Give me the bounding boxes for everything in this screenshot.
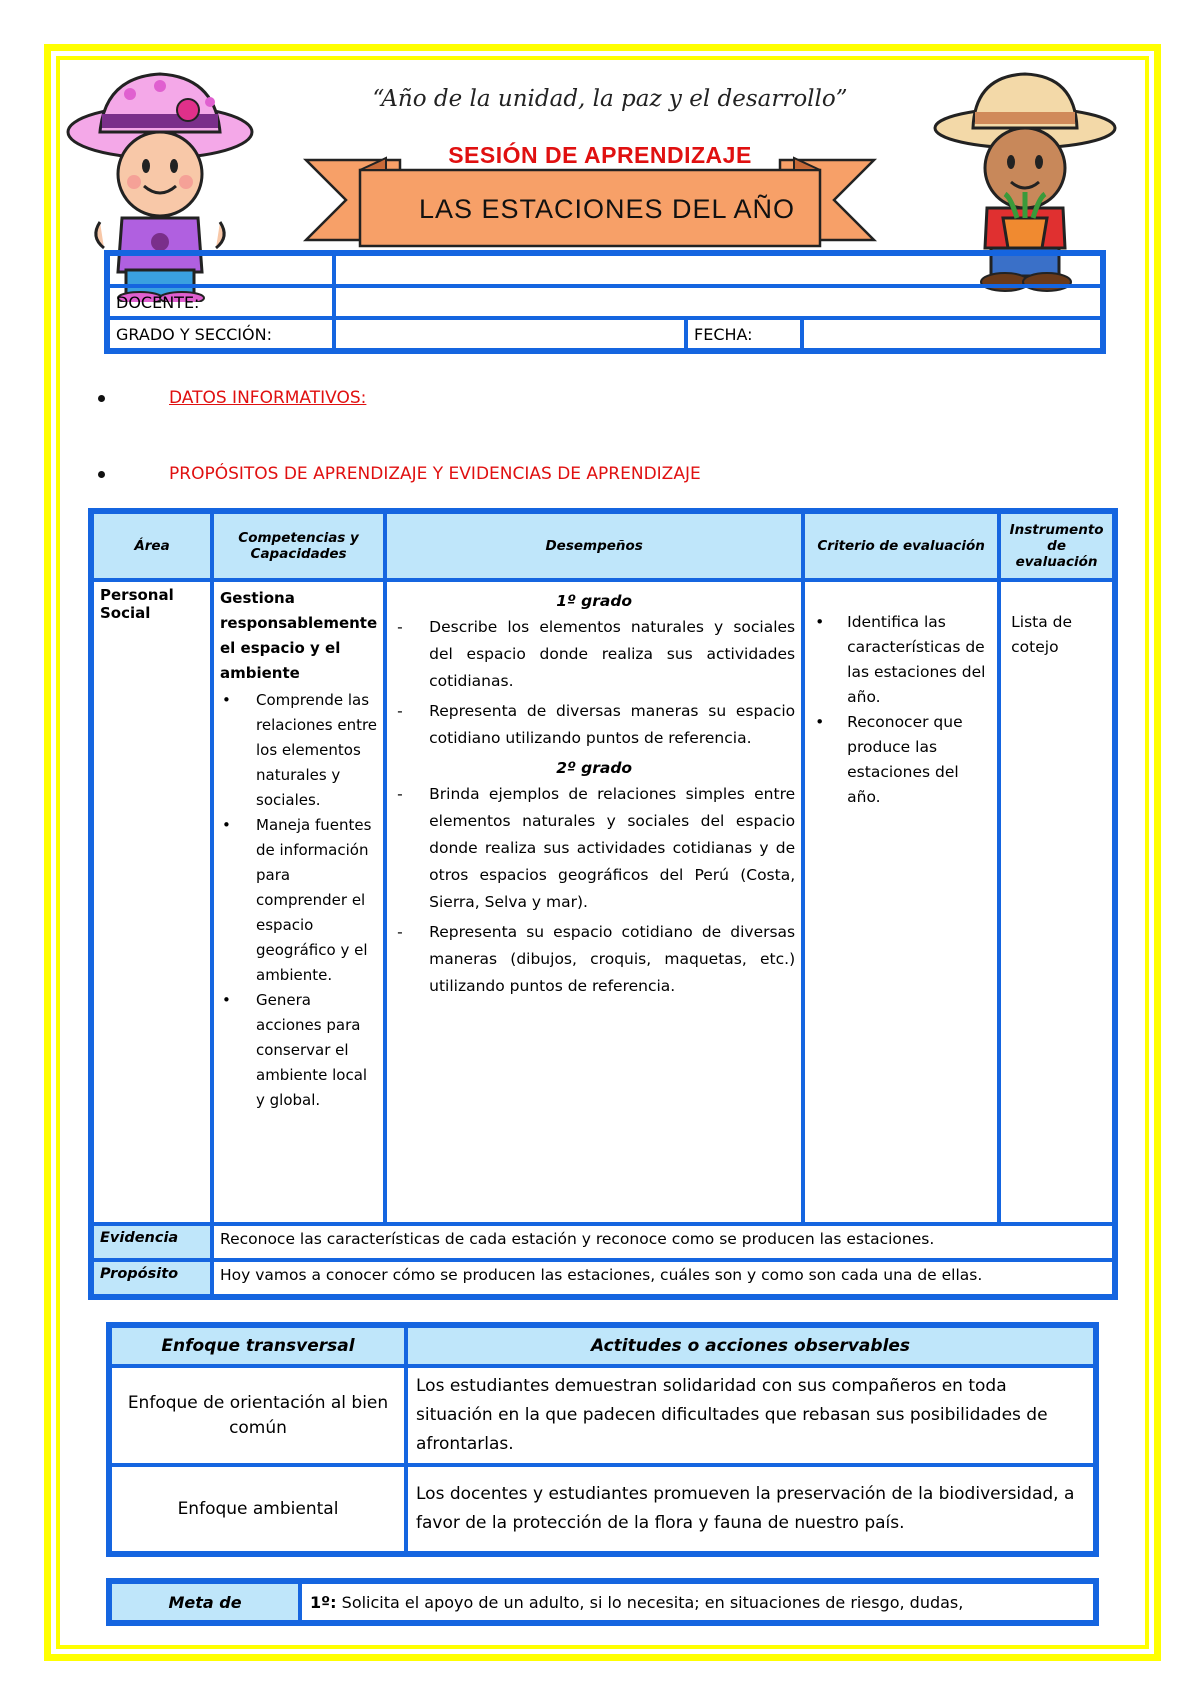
- learning-purposes-table: [88, 508, 1118, 1300]
- list-item: - Representa de diversas maneras su espacio cotidiano utilizando puntos de referencia.: [393, 698, 795, 752]
- bullet-dot: [98, 395, 105, 402]
- instrumento-text: Lista de cotejo: [1011, 613, 1073, 656]
- list-item: • Maneja fuentes de información para comprender el espacio geográfico y el ambiente.: [220, 813, 377, 988]
- list-item: - Describe los elementos naturales y sociales del espacio donde realiza sus actividades cotidianas.: [393, 614, 795, 695]
- motto-text: “Año de la unidad, la paz y el desarrollo”: [372, 86, 848, 112]
- desempenos-cell: [385, 580, 803, 1224]
- competencias-cell: [212, 580, 385, 1224]
- meta-grado: 1º:: [310, 1592, 337, 1612]
- criterios-list: [811, 610, 991, 810]
- fecha-field[interactable]: [802, 318, 1102, 350]
- list-item: • Reconocer que produce las estaciones del año.: [811, 710, 991, 810]
- header-blank-value[interactable]: [334, 254, 1102, 286]
- fecha-label: FECHA:: [686, 318, 802, 350]
- docente-label: DOCENTE:: [108, 286, 334, 318]
- col-actitudes: Actitudes o acciones observables: [406, 1326, 1095, 1366]
- section-datos-label: DATOS INFORMATIVOS:: [169, 388, 367, 408]
- meta-text-cell: [300, 1582, 1095, 1622]
- proposito-text: Hoy vamos a conocer cómo se producen las estaciones, cuáles son y como son cada una de ellas.: [212, 1260, 1114, 1296]
- list-item: • Comprende las relaciones entre los elementos naturales y sociales.: [220, 688, 377, 813]
- meta-label: Meta de: [110, 1582, 300, 1622]
- col-competencias: Competencias y Capacidades: [212, 512, 385, 580]
- enfoque-ambiental: Enfoque ambiental: [110, 1465, 406, 1553]
- competencia-title: Gestiona responsablemente el espacio y el ambiente: [220, 589, 378, 682]
- evidencia-text: Reconoce las características de cada estación y reconoce como se producen las estaciones.: [212, 1224, 1114, 1260]
- col-instrumento: Instrumento de evaluación: [999, 512, 1114, 580]
- bullet-dot: [98, 471, 105, 478]
- list-item: - Representa su espacio cotidiano de diversas maneras (dibujos, croquis, maquetas, etc.) utilizando puntos de referencia.: [393, 919, 795, 1000]
- area-cell: Personal Social: [92, 580, 212, 1224]
- col-criterio: Criterio de evaluación: [803, 512, 999, 580]
- meta-text: Solicita el apoyo de un adulto, si lo necesita; en situaciones de riesgo, dudas,: [341, 1592, 964, 1612]
- section-datos: [98, 388, 366, 408]
- docente-field[interactable]: [334, 286, 1102, 318]
- actitud-ambiental: Los docentes y estudiantes promueven la preservación de la biodiversidad, a favor de la protección de la flora y fauna de nuestro país.: [406, 1465, 1095, 1553]
- actitud-bien-comun: Los estudiantes demuestran solidaridad con sus compañeros en toda situación en la que padecen dificultades que rebasan sus posibilidades de afrontarlas.: [406, 1366, 1095, 1465]
- grado-label: GRADO Y SECCIÓN:: [108, 318, 334, 350]
- banner-title: LAS ESTACIONES DEL AÑO: [418, 194, 796, 224]
- enfoque-table: [106, 1322, 1099, 1557]
- section-propositos: [98, 464, 701, 484]
- col-enfoque: Enfoque transversal: [110, 1326, 406, 1366]
- col-area: Área: [92, 512, 212, 580]
- instrumento-cell: [999, 580, 1114, 1224]
- desempenos-grado1-list: [393, 614, 795, 752]
- grado-field[interactable]: [334, 318, 686, 350]
- evidencia-label: Evidencia: [92, 1224, 212, 1260]
- list-item: • Genera acciones para conservar el ambiente local y global.: [220, 988, 377, 1113]
- enfoque-bien-comun: Enfoque de orientación al bien común: [110, 1366, 406, 1465]
- capacidades-list: [220, 688, 377, 1113]
- grade-1-heading: 1º grado: [556, 592, 633, 610]
- meta-table: [106, 1578, 1099, 1626]
- list-item: - Brinda ejemplos de relaciones simples entre elementos naturales y sociales del espacio donde realiza sus actividades cotidianas y de otros espacios geográficos del Perú (Costa, Sierra, Selva y mar).: [393, 781, 795, 916]
- session-title: SESIÓN DE APRENDIZAJE: [448, 142, 752, 168]
- list-item: • Identifica las características de las estaciones del año.: [811, 610, 991, 710]
- desempenos-grado2-list: [393, 781, 795, 1000]
- grade-2-heading: 2º grado: [556, 759, 633, 777]
- criterio-cell: [803, 580, 999, 1224]
- header-info-table: [104, 250, 1106, 354]
- proposito-label: Propósito: [92, 1260, 212, 1296]
- header-blank-label: [108, 254, 334, 286]
- col-desempenos: Desempeños: [385, 512, 803, 580]
- section-propositos-label: PROPÓSITOS DE APRENDIZAJE Y EVIDENCIAS DE APRENDIZAJE: [169, 464, 701, 484]
